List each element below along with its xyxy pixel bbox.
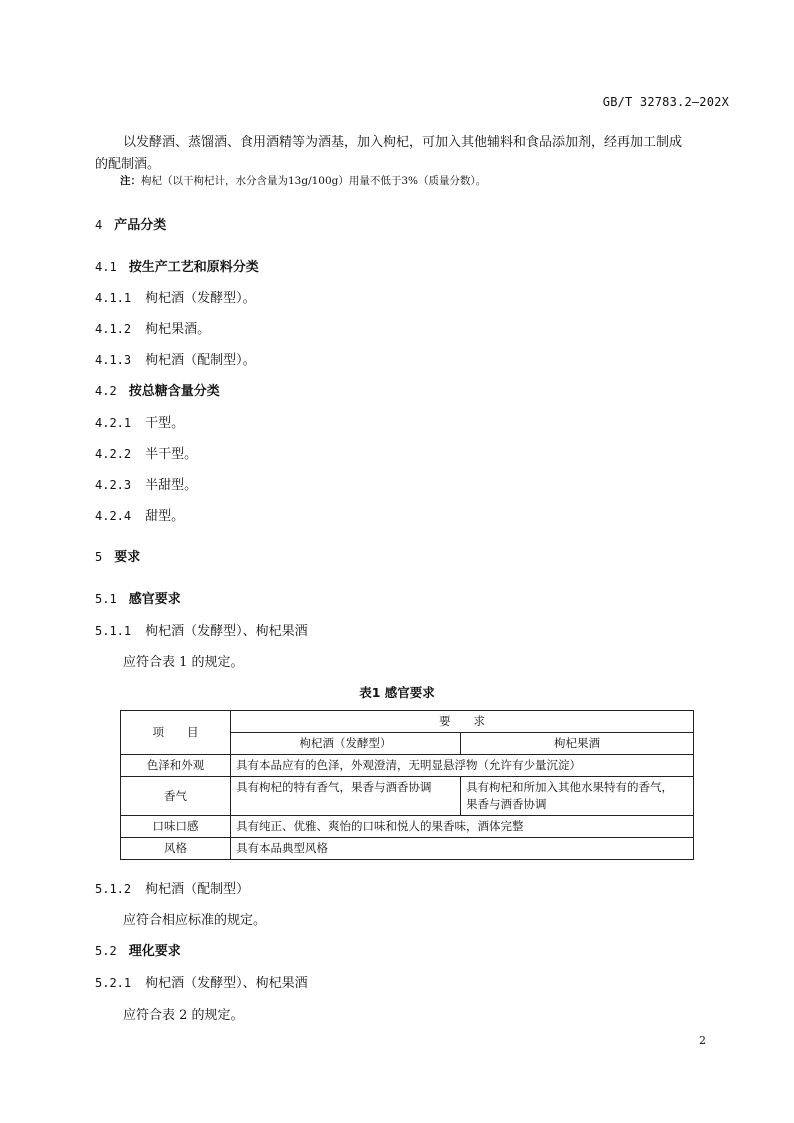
clause-text: 半干型。 — [145, 447, 198, 462]
clause-number: 5.1.1 — [95, 624, 132, 638]
section-title: 产品分类 — [114, 218, 167, 233]
clause-5-1-1 — [95, 620, 308, 639]
clause-number: 5.2.1 — [95, 976, 132, 990]
section-4-2-heading — [95, 380, 220, 399]
section-title: 按总糖含量分类 — [128, 384, 220, 399]
clause-4-2-3 — [95, 474, 197, 493]
row-item: 风格 — [121, 838, 231, 860]
section-title: 感官要求 — [128, 592, 181, 607]
section-number: 5.1 — [95, 592, 117, 606]
clause-text: 甜型。 — [145, 509, 185, 524]
clause-number: 4.1.2 — [95, 322, 132, 336]
row-item: 香气 — [121, 777, 231, 816]
header-requirement: 要 求 — [231, 711, 694, 733]
row-requirement: 具有本品应有的色泽，外观澄清，无明显悬浮物（允许有少量沉淀） — [231, 755, 694, 777]
table-1-caption: 表1 感官要求 — [359, 685, 435, 700]
section-number: 5.2 — [95, 944, 117, 958]
clause-4-1-3 — [95, 349, 256, 368]
table-row — [121, 838, 694, 860]
clause-number: 5.1.2 — [95, 882, 132, 896]
row-requirement-b — [461, 777, 694, 816]
clause-text: 半甜型。 — [145, 478, 198, 493]
clause-text: 枸杞酒（配制型） — [145, 882, 250, 897]
section-5-2-heading — [95, 940, 181, 959]
clause-text: 枸杞果酒。 — [145, 322, 211, 337]
page-number: 2 — [699, 1034, 706, 1047]
clause-4-2-4 — [95, 505, 184, 524]
clause-4-2-2 — [95, 443, 197, 462]
clause-4-2-1 — [95, 412, 184, 431]
header-col-b: 枸杞果酒 — [461, 733, 694, 755]
clause-5-2-1-body: 应符合表 2 的规定。 — [123, 1008, 244, 1023]
row-requirement: 具有本品典型风格 — [231, 838, 694, 860]
section-number: 5 — [95, 550, 103, 564]
clause-text: 枸杞酒（配制型）。 — [145, 353, 256, 368]
row-item: 口味口感 — [121, 816, 231, 838]
clause-5-1-2 — [95, 878, 249, 897]
clause-5-1-2-body: 应符合相应标准的规定。 — [123, 913, 267, 928]
row-requirement-b-line-2: 果香与酒香协调 — [466, 797, 547, 811]
table-row — [121, 816, 694, 838]
row-requirement-a: 具有枸杞的特有香气，果香与酒香协调 — [231, 777, 461, 816]
sensory-requirements-table — [120, 710, 694, 860]
section-number: 4.2 — [95, 384, 117, 398]
clause-5-1-1-body: 应符合表 1 的规定。 — [123, 655, 244, 670]
section-number: 4.1 — [95, 260, 117, 274]
table-row — [121, 755, 694, 777]
note — [120, 173, 486, 188]
clause-number: 4.2.3 — [95, 478, 132, 492]
row-requirement: 具有纯正、优雅、爽怡的口味和悦人的果香味，酒体完整 — [231, 816, 694, 838]
section-title: 理化要求 — [128, 944, 181, 959]
table-header-row — [121, 711, 694, 733]
section-4-heading — [95, 214, 166, 233]
section-5-1-heading — [95, 588, 181, 607]
clause-number: 4.2.1 — [95, 416, 132, 430]
section-4-1-heading — [95, 256, 259, 275]
row-requirement-b-line-1: 具有枸杞和所加入其他水果特有的香气， — [466, 780, 673, 794]
section-title: 要求 — [114, 550, 141, 565]
table-row — [121, 777, 694, 816]
standard-number: GB/T 32783.2—202X — [602, 95, 729, 109]
clause-4-1-1 — [95, 287, 256, 306]
note-label: 注： — [120, 175, 141, 187]
clause-5-2-1 — [95, 972, 308, 991]
clause-number: 4.1.1 — [95, 291, 132, 305]
section-title: 按生产工艺和原料分类 — [128, 260, 259, 275]
header-col-a: 枸杞酒（发酵型） — [231, 733, 461, 755]
clause-number: 4.1.3 — [95, 353, 132, 367]
intro-line-2: 的配制酒。 — [95, 157, 161, 172]
clause-number: 4.2.2 — [95, 447, 132, 461]
clause-text: 枸杞酒（发酵型）。 — [145, 291, 256, 306]
note-text: 枸杞（以干枸杞计，水分含量为13g/100g）用量不低于3%（质量分数）。 — [141, 175, 487, 187]
section-number: 4 — [95, 218, 103, 232]
intro-line-1: 以发酵酒、蒸馏酒、食用酒精等为酒基，加入枸杞，可加入其他辅料和食品添加剂，经再加工制成 — [123, 135, 683, 150]
clause-text: 枸杞酒（发酵型）、枸杞果酒 — [145, 976, 308, 991]
clause-4-1-2 — [95, 318, 210, 337]
row-item: 色泽和外观 — [121, 755, 231, 777]
clause-text: 干型。 — [145, 416, 185, 431]
clause-number: 4.2.4 — [95, 509, 132, 523]
section-5-heading — [95, 546, 140, 565]
header-item: 项 目 — [121, 711, 231, 755]
clause-text: 枸杞酒（发酵型）、枸杞果酒 — [145, 624, 308, 639]
